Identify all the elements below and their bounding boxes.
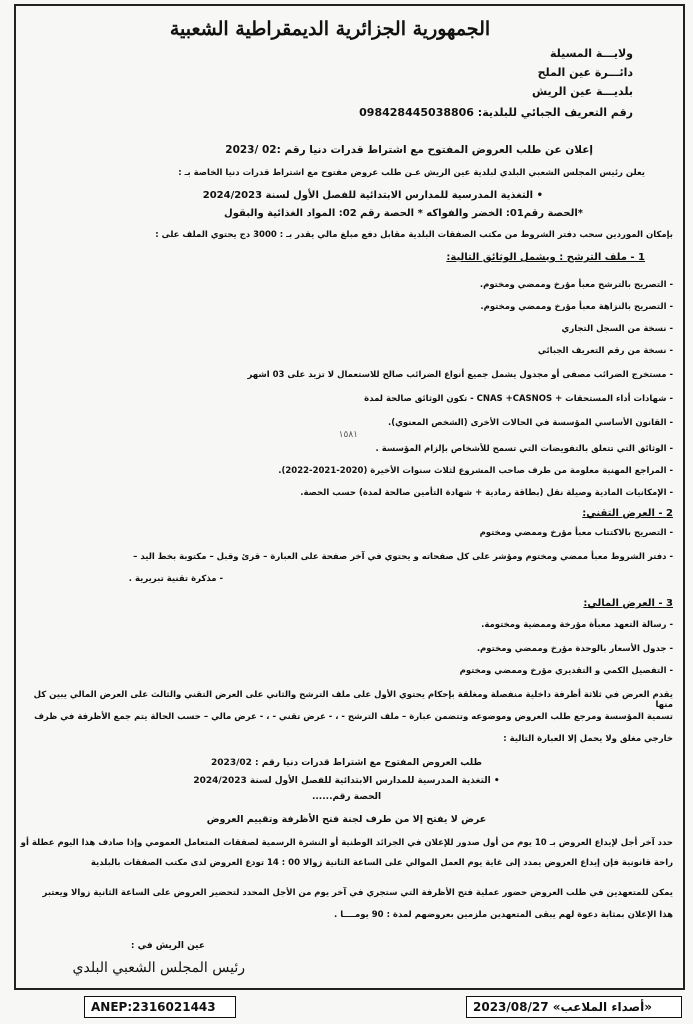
s2-item: - دفتر الشروط معبأ ممضي ومختوم ومؤشر على كل صفحاته و يحتوي في آخر صفحة على العبارة – قرئ وقبل – مكتوبة بخط اليد – — [133, 552, 673, 562]
envelope-label-2: • التغذية المدرسية للمدارس الابتدائية للفصل الأول لسنة 2024/2023 — [193, 776, 500, 786]
s2-item: - التصريح بالاكتتاب معبأ مؤرخ وممضي ومختوم — [479, 528, 673, 538]
s1-item: - نسخة من رقم التعريف الجبائي — [537, 346, 673, 356]
tax-id: رقم التعريف الجبائي للبلدية: 098428445038806 — [359, 106, 633, 119]
lots-line: *الحصة رقم01: الخضر والفواكه * الحصة رقم 02: المواد الغذائية والبقول — [224, 208, 583, 219]
republic-title: الجمهورية الجزائرية الديمقراطية الشعبية — [169, 18, 491, 40]
section-3-title: 3 - العرض المالي: — [583, 598, 673, 609]
commune-label: بلديـــة عين الريش — [531, 85, 633, 98]
s1-item: - القانون الأساسي المؤسسة في الحالات الأخرى (الشخص المعنوي). — [387, 418, 673, 428]
envelope-paragraph-3: خارجي مغلق ولا يحمل إلا العبارة التالية : — [503, 734, 673, 744]
deadline-paragraph-3: يمكن للمتعهدين في طلب العروض حضور عملية فتح الأظرفة التي ستجري في آخر يوم من الأجل المحدد لتحضير العروض على الساعة الثانية زوالا ويعتبر — [42, 888, 673, 898]
signature-place: عين الريش في : — [130, 941, 205, 951]
project-text: التغذية المدرسية للمدارس الابتدائية للفصل الأول لسنة 2024/2023 — [202, 190, 534, 201]
duplicate-mark: ١٥٨١ — [338, 430, 358, 440]
s1-item: - التصريح بالنزاهة معبأ مؤرخ وممضي ومختوم. — [480, 302, 673, 312]
s3-item: - رسالة التعهد معبأة مؤرخة وممضية ومختومة. — [481, 620, 673, 630]
signature-title: رئيس المجلس الشعبي البلدي — [72, 960, 245, 976]
announcement-title: إعلان عن طلب العروض المفتوح مع اشتراط قدرات دنيا رقم :02 /2023 — [225, 144, 593, 156]
s1-item: - مستخرج الضرائب مصفى أو مجدول يشمل جميع أنواع الضرائب صالح للاستعمال لا تزيد على 03 اشهر — [247, 370, 673, 380]
s1-item: - شهادات أداء المستحقات + CNAS +CASNOS - تكون الوثائق صالحة لمدة — [364, 394, 673, 404]
daira-label: دائـــرة عين الملح — [537, 66, 633, 79]
s1-item: - الإمكانيات المادية وصيلة نقل (بطاقة رمادية + شهادة التأمين صالحة لمدة) حسب الحصة. — [300, 488, 673, 498]
section-2-title: 2 - العرض التقني: — [582, 508, 673, 519]
section-1-title: 1 - ملف الترشح : ويشمل الوثائق التالية: — [446, 252, 645, 263]
envelope-paragraph-1: يقدم العرض في ثلاثة أظرفة داخلية منفصلة ومغلقة بإحكام يحتوي الأول على ملف الترشح والثاني على العرض التقني والثالث على العرض المالي يبين كل منها — [33, 690, 673, 711]
announcement-intro: يعلن رئيس المجلس الشعبي البلدي لبلدية عين الريش عـن طلب عروض مفتوح مع اشتراط قدرات دنيا الخاصة بـ : — [178, 168, 645, 178]
s3-item: - التفصيل الكمي و التقديري مؤرخ وممضي ومختوم — [459, 666, 673, 676]
deadline-paragraph-2: راحة قانونية فإن إيداع العروض يمدد إلى غاية يوم العمل الموالي على الساعة الثانية زوالا 00 : 14 تودع العروض لدى مكتب الصفقات بالبلدية — [90, 858, 673, 868]
fee-line: بإمكان الموردين سحب دفتر الشروط من مكتب الصفقات البلدية مقابل دفع مبلغ مالي يقدر بـ : 3000 دج يحتوي الملف على : — [155, 230, 673, 240]
anep-reference: ANEP:2316021443 — [84, 996, 236, 1018]
wilaya-label: ولايـــة المسيلة — [549, 47, 633, 60]
s1-item: - الوثائق التي تتعلق بالتفويضات التي تسمح للأشخاص بإلزام المؤسسة . — [375, 444, 673, 454]
envelope-label-4: عرض لا يفتح إلا من طرف لجنة فتح الأظرفة وتقييم العروض — [206, 814, 487, 825]
envelope-label-3: الحصة رقم...... — [311, 792, 382, 802]
s1-item: - المراجع المهنية معلومة من طرف صاحب المشروع لثلاث سنوات الأخيرة (2020-2021-2022). — [278, 466, 673, 476]
journal-reference: «أصداء الملاعب» 2023/08/27 — [466, 996, 682, 1018]
deadline-paragraph-1: حدد آخر أجل لإيداع العروض بـ 10 يوم من أول صدور للإعلان في الجرائد الوطنية أو النشرة الرسمية لصفقات المتعامل العمومي وإذا صادف هذا اليوم عطلة أو — [20, 838, 673, 848]
envelope-label-2-text: التغذية المدرسية للمدارس الابتدائية للفصل الأول لسنة 2024/2023 — [193, 776, 491, 786]
project-title: • التغذية المدرسية للمدارس الابتدائية للفصل الأول لسنة 2024/2023 — [202, 190, 543, 201]
envelope-label-1: طلب العروض المفتوح مع اشتراط قدرات دنيا رقم : 2023/02 — [211, 758, 482, 768]
deadline-paragraph-4: هذا الإعلان بمثابة دعوة لهم يبقى المتعهدين ملزمين بعروضهم لمدة : 90 يومــــا . — [334, 910, 673, 920]
s1-item: - نسخة من السجل التجاري — [561, 324, 673, 334]
s3-item: - جدول الأسعار بالوحدة مؤرخ وممضي ومختوم. — [476, 644, 673, 654]
s1-item: - التصريح بالترشح معبأ مؤرخ وممضي ومختوم. — [479, 280, 673, 290]
envelope-paragraph-2: تسمية المؤسسة ومرجع طلب العروض وموضوعه وتتضمن عبارة – ملف الترشح - ، - عرض تقني - ، - عرض مالي – حسب الحالة يتم جمع الأظرفة في ظرف — [34, 712, 673, 722]
s2-item: - مذكرة تقنية تبريرية . — [128, 574, 223, 584]
